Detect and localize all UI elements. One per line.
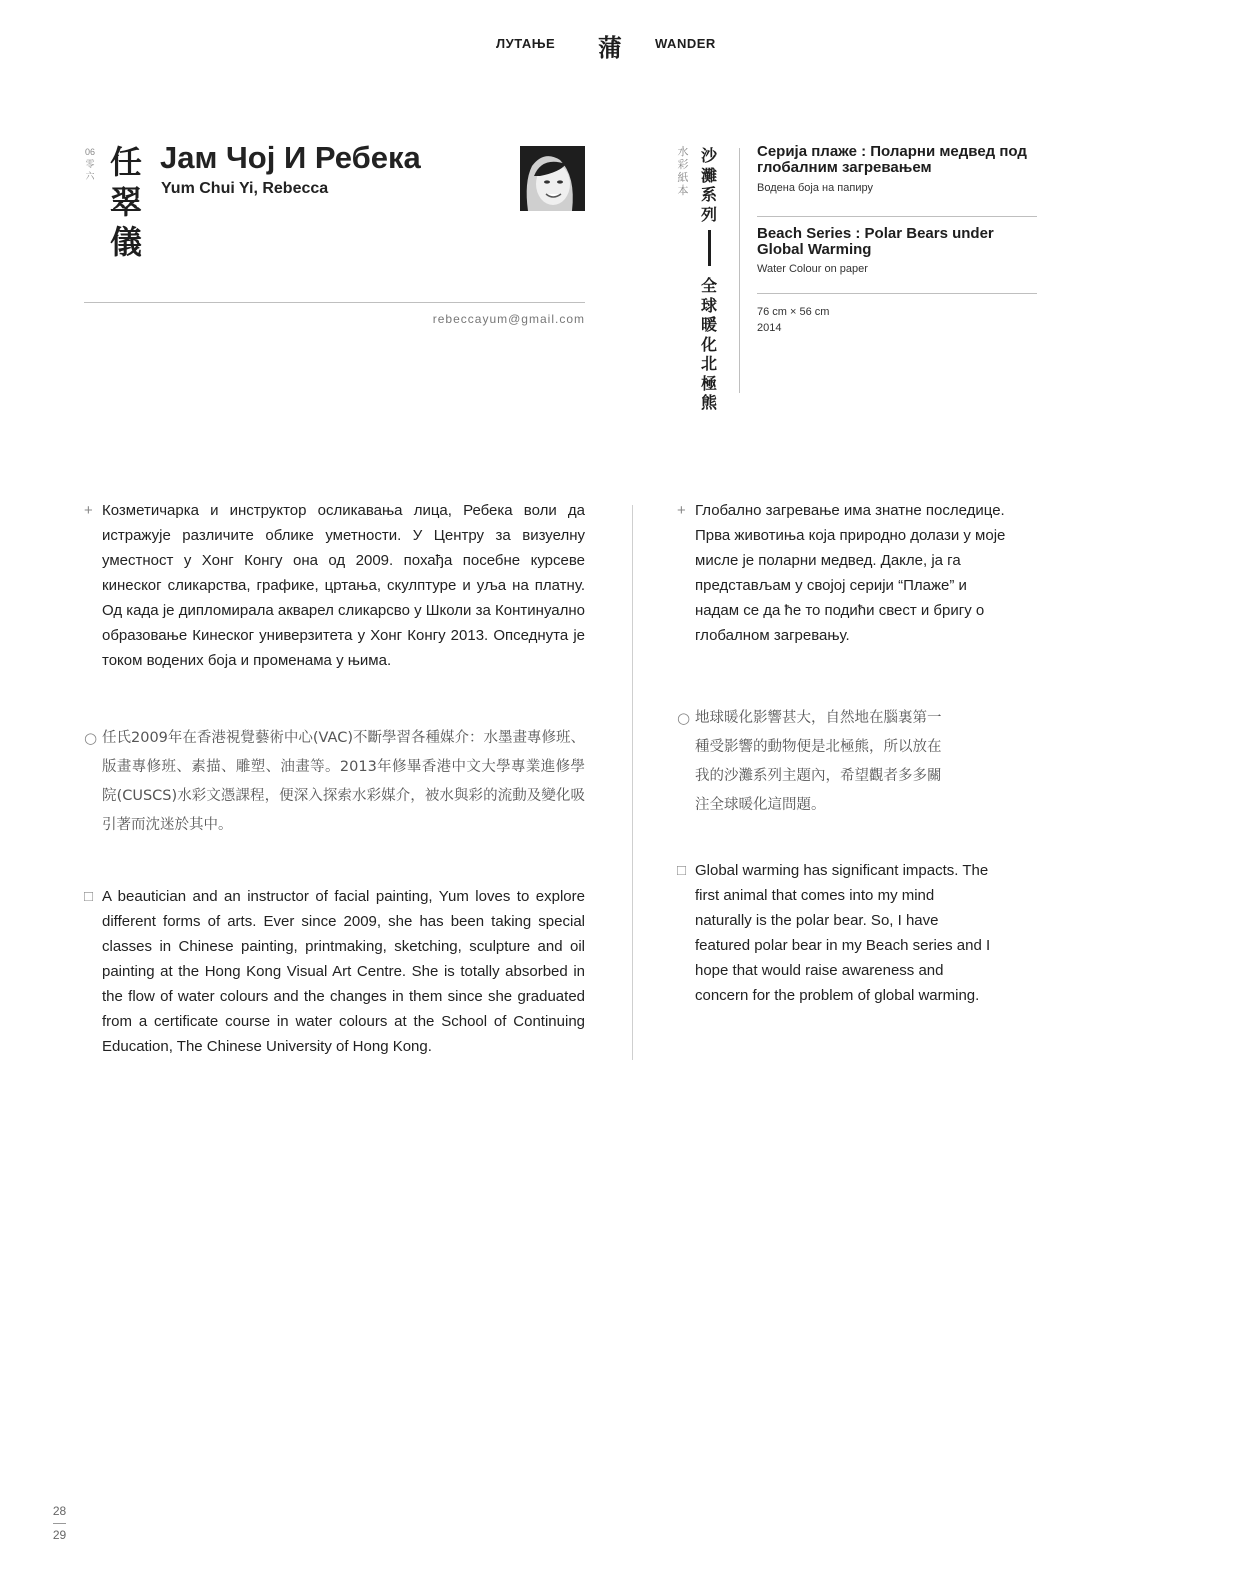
artist-divider — [84, 302, 585, 303]
bio-serbian — [84, 498, 585, 673]
artwork-medium-chinese: 水彩紙本 — [677, 146, 689, 197]
plus-icon: + — [677, 502, 686, 519]
artwork-vertical-divider — [739, 148, 740, 393]
header-logo: 蒲 — [598, 34, 622, 62]
artist-name-serbian: Јам Чој И Ребека — [160, 140, 421, 175]
artwork-title-chinese-part2: 全球暖化北極熊 — [700, 276, 717, 412]
header-left-title: ЛУТАЊЕ — [496, 36, 556, 51]
bio-english-text: A beautician and an instructor of facial painting, Yum loves to explore different forms of arts. Ever since 2009, she has been taking special classes in Chinese painting, printmaking, sketching, sculpture and oil painting at the Hong Kong Visual Art Centre. She is totally absorbed in the flow of water colours and the changes in them since she graduated from a certificate course in water colours at the School of Continuing Education, The Chinese University of Hong Kong. — [102, 888, 585, 1055]
statement-serbian — [677, 498, 1007, 648]
page-number-left: 28 — [52, 1504, 67, 1518]
statement-chinese — [677, 704, 947, 820]
artist-name-english: Yum Chui Yi, Rebecca — [161, 180, 329, 197]
artwork-medium-serbian: Водена боја на папиру — [757, 182, 873, 194]
plus-icon: + — [84, 502, 93, 519]
circle-icon: ○ — [677, 709, 691, 727]
portrait-photo — [520, 146, 585, 211]
artwork-title-chinese — [698, 146, 720, 413]
artist-number — [84, 146, 96, 182]
bio-chinese-text: 任氏2009年在香港視覺藝術中心(VAC)不斷學習各種媒介：水墨畫專修班、版畫專修班、素描、雕塑、油畫等。2013年修畢香港中文大學專業進修學院(CUSCS)水彩文憑課程，便深入探索水彩媒介，被水與彩的流動及變化吸引著而沈迷於其中。 — [102, 730, 585, 833]
artwork-separator — [757, 293, 1037, 294]
title-dash — [708, 230, 711, 266]
square-icon: □ — [677, 862, 687, 879]
artwork-medium-english: Water Colour on paper — [757, 263, 868, 275]
bio-chinese — [84, 724, 585, 840]
page-number-right: 29 — [52, 1528, 67, 1542]
artwork-year: 2014 — [757, 322, 782, 334]
artwork-separator — [757, 216, 1037, 217]
statement-english — [677, 858, 993, 1008]
statement-chinese-text: 地球暖化影響甚大，自然地在腦裏第一種受影響的動物便是北極熊，所以放在我的沙灘系列主題內，希望觀者多多關注全球暖化這問題。 — [695, 710, 942, 813]
artwork-title-english: Beach Series : Polar Bears under Global Warming — [757, 225, 994, 258]
artist-number-digits: 06 — [84, 147, 95, 157]
artwork-title-chinese-part1: 沙灘系列 — [700, 146, 717, 224]
artist-name-chinese: 任翠儀 — [110, 143, 143, 261]
statement-english-text: Global warming has significant impacts. The first animal that comes into my mind naturally is the polar bear. So, I have featured polar bear in my Beach series and I hope that would raise awareness and concern for the problem of global warming. — [695, 862, 991, 1004]
statement-serbian-text: Глобално загревање има знатне последице. Прва животиња која природно долази у моје мисле је поларни медвед. Дакле, ја га представљам у својој серији “Плаже” и надам се да ће то подићи свест и бригу о глобалном загревању. — [695, 502, 1006, 644]
artwork-title-serbian: Серија плаже : Поларни медвед под глобалним загревањем — [757, 143, 1027, 176]
circle-icon: ○ — [84, 729, 98, 747]
square-icon: □ — [84, 888, 94, 905]
artwork-size: 76 cm × 56 cm — [757, 306, 830, 318]
artist-number-cn: 零六 — [85, 159, 95, 181]
avatar — [520, 146, 585, 211]
bio-serbian-text: Козметичарка и инструктор осликавања лица, Ребека воли да истражује различите облике уметности. У Центру за визуелну уместност у Хонг Конгу она од 2009. похађа посебне курсеве кинеског сликарства, графике, цртања, скулптуре и уља на платну. Од када је дипломирала акварел сликарсво у Школи за Континуално образовање Кинеског универзитета у Хонг Конгу 2013. Опседнута је током водених боја и променама у њима. — [102, 502, 585, 669]
bio-english — [84, 884, 585, 1059]
page-number-divider — [53, 1523, 66, 1524]
header-right-title: WANDER — [655, 36, 716, 51]
artist-email[interactable]: rebeccayum@gmail.com — [432, 312, 585, 326]
column-divider — [632, 505, 633, 1060]
